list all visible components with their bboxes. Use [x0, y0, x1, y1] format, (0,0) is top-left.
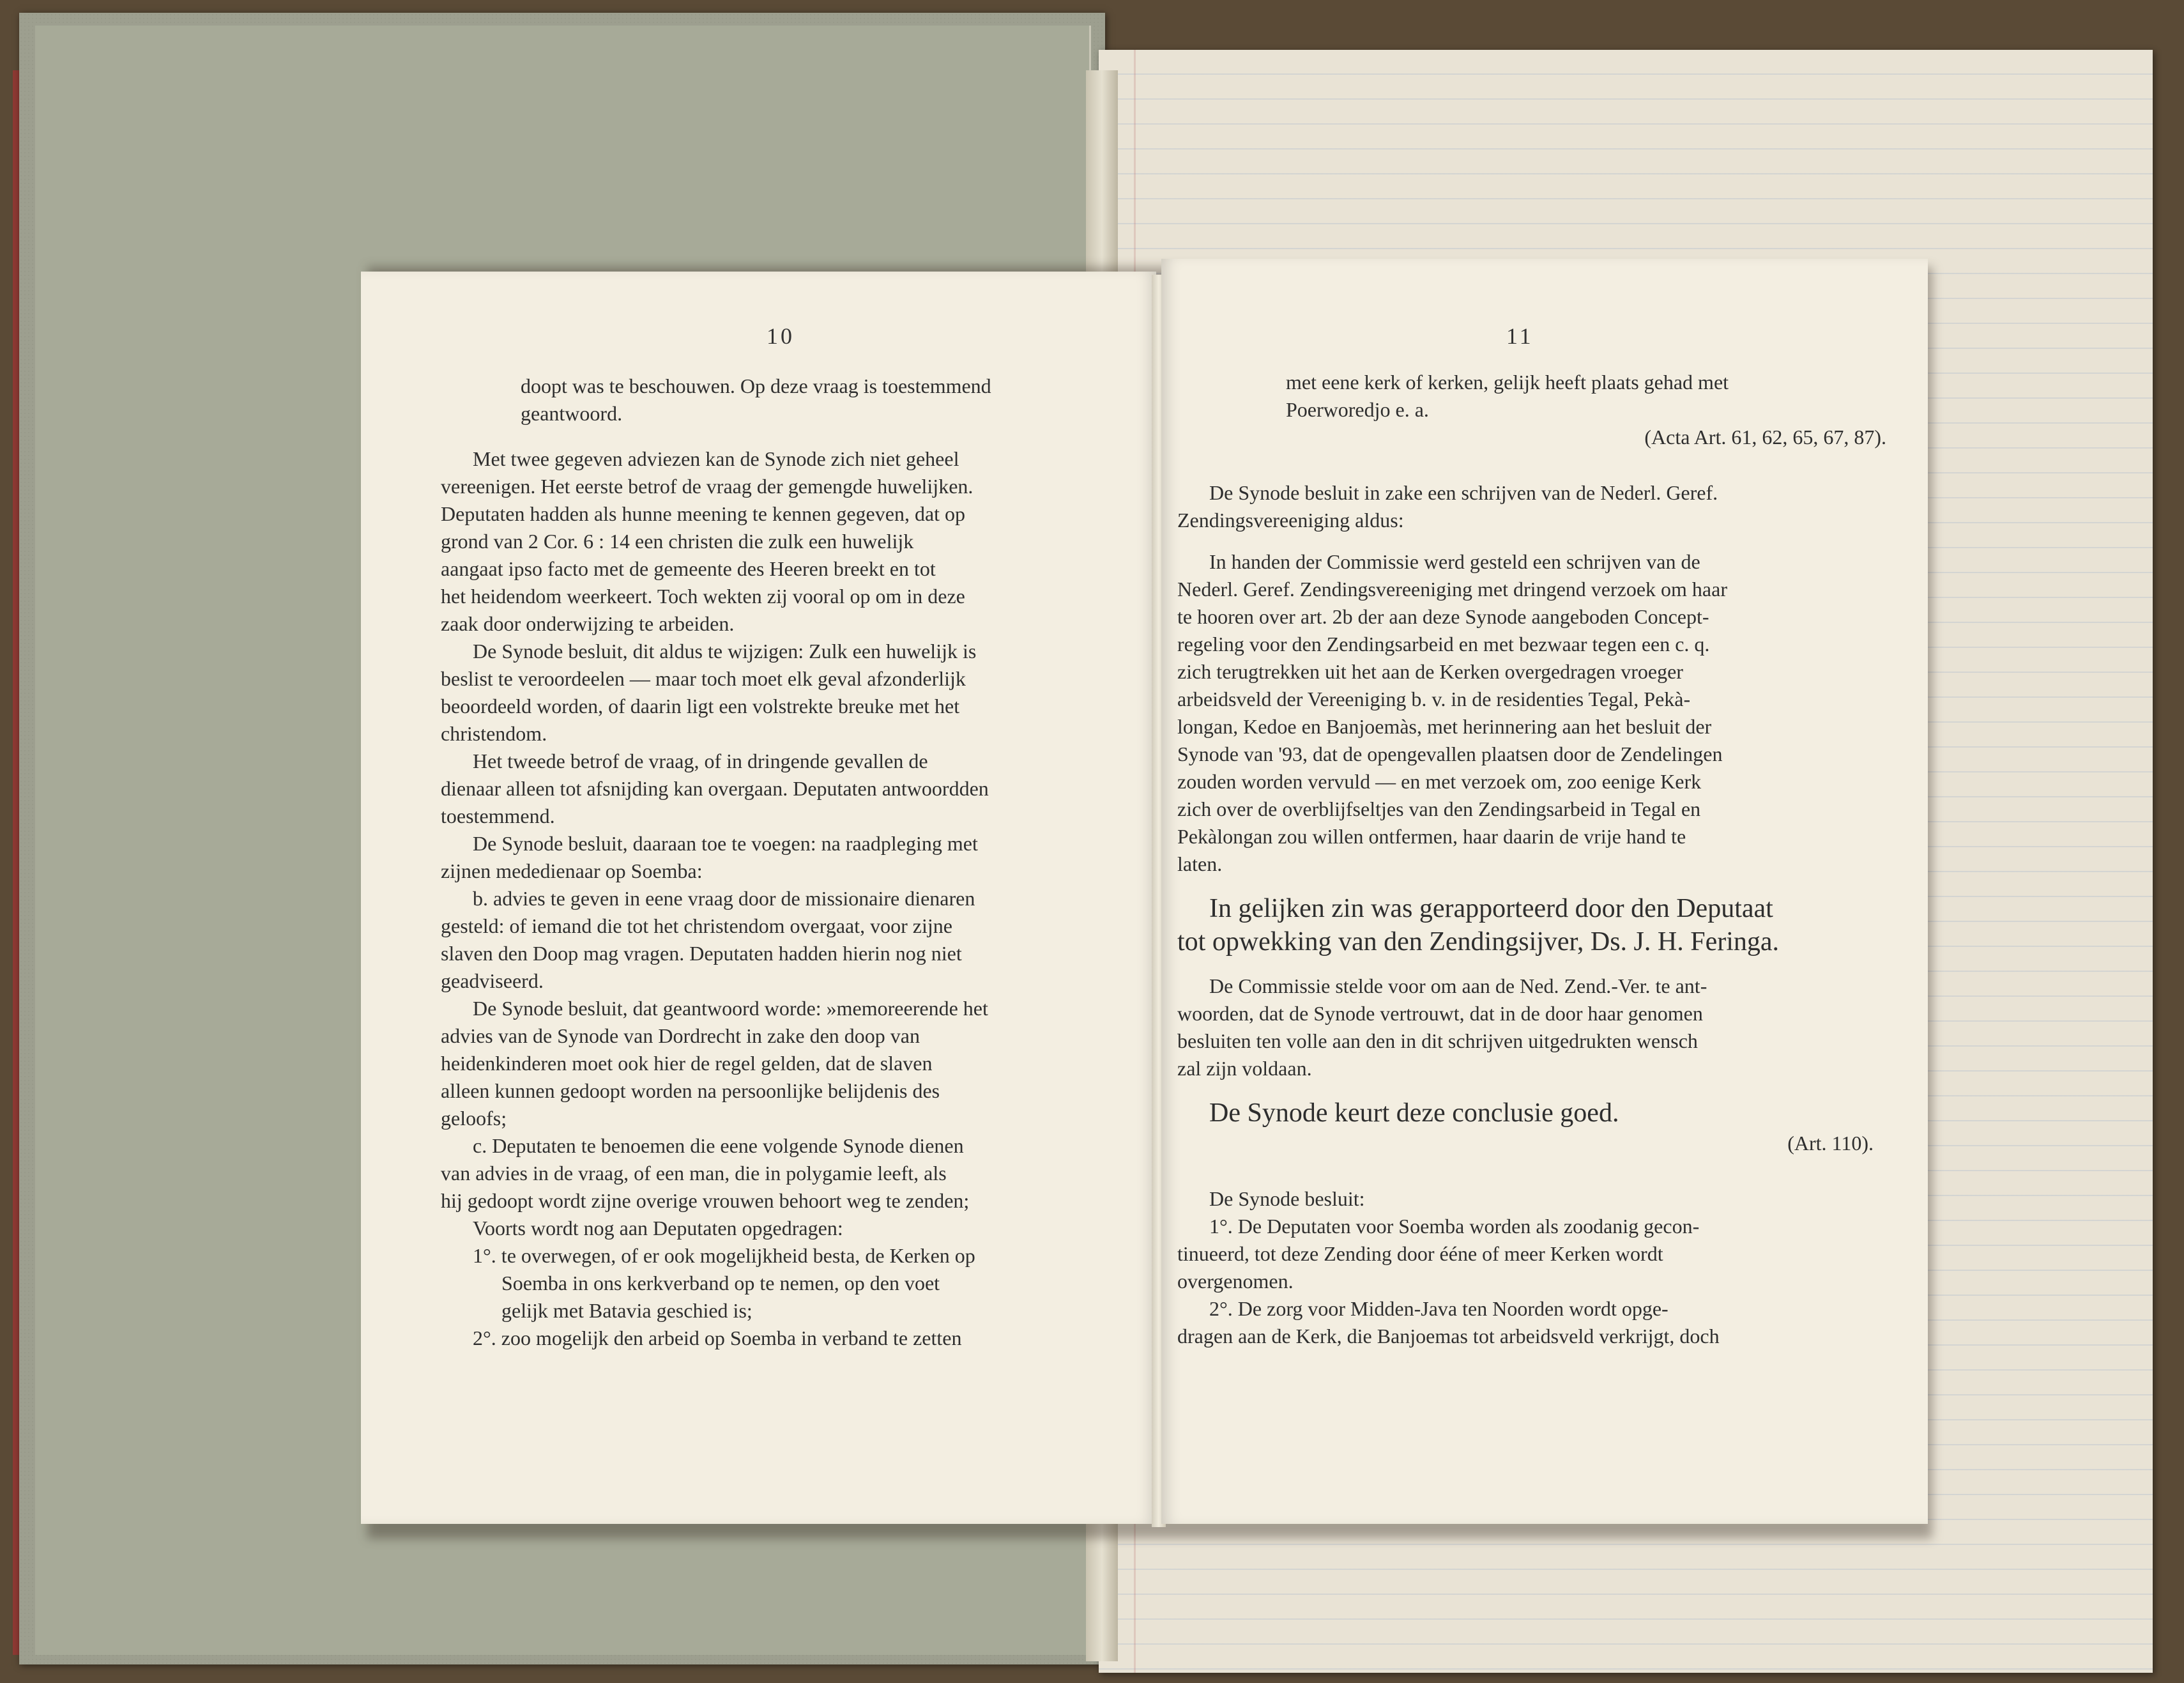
text-line: Zendingsvereeniging aldus:: [1177, 509, 1404, 532]
text-line: longan, Kedoe en Banjoemàs, met herinnering aan het besluit der: [1177, 715, 1712, 738]
text-line: Poerworedjo e. a.: [1286, 398, 1429, 421]
text-line: In handen der Commissie werd gesteld een schrijven van de: [1209, 550, 1700, 573]
text-line: b. advies te geven in eene vraag door de missionaire dienaren: [473, 887, 975, 910]
text-line: Met twee gegeven adviezen kan de Synode zich niet geheel: [473, 447, 959, 470]
text-line: De Synode besluit, daaraan toe te voegen: na raadpleging met: [473, 832, 978, 855]
text-line: Voorts wordt nog aan Deputaten opgedragen:: [473, 1217, 843, 1240]
text-line: besluiten ten volle aan den in dit schrijven uitgedrukten wensch: [1177, 1029, 1698, 1052]
text-line: (Acta Art. 61, 62, 65, 67, 87).: [1644, 426, 1886, 449]
text-line-large: De Synode keurt deze conclusie goed.: [1209, 1098, 1619, 1128]
text-line: Deputaten hadden als hunne meening te kennen gegeven, dat op: [441, 502, 966, 525]
text-line: gelijk met Batavia geschied is;: [501, 1299, 752, 1322]
text-line: dragen aan de Kerk, die Banjoemas tot arbeidsveld verkrijgt, doch: [1177, 1325, 1720, 1348]
text-line: toestemmend.: [441, 804, 555, 827]
text-line: Synode van '93, dat de opengevallen plaatsen door de Zendelingen: [1177, 742, 1723, 765]
text-line: zal zijn voldaan.: [1177, 1057, 1312, 1080]
text-line: Soemba in ons kerkverband op te nemen, op den voet: [501, 1272, 940, 1295]
text-line: Nederl. Geref. Zendingsvereeniging met dringend verzoek om haar: [1177, 578, 1727, 601]
text-line: het heidendom weerkeert. Toch wekten zij vooral op om in deze: [441, 585, 965, 608]
text-line: Pekàlongan zou willen ontfermen, haar daarin de vrije hand te: [1177, 825, 1686, 848]
text-line: De Synode besluit:: [1209, 1187, 1365, 1210]
text-line: beslist te veroordeelen — maar toch moet elk geval afzonderlijk: [441, 667, 966, 690]
left-continuation: [521, 373, 1096, 427]
text-line: 2°. zoo mogelijk den arbeid op Soemba in verband te zetten: [473, 1326, 962, 1349]
text-line: laten.: [1177, 852, 1223, 875]
text-line: zich terugtrekken uit het aan de Kerken overgedragen vroeger: [1177, 660, 1683, 683]
text-line: hij gedoopt wordt zijne overige vrouwen behoort weg te zenden;: [441, 1189, 970, 1212]
text-line: woorden, dat de Synode vertrouwt, dat in de door haar genomen: [1177, 1002, 1703, 1025]
text-line: 1°. te overwegen, of er ook mogelijkheid besta, de Kerken op: [473, 1244, 975, 1267]
text-line: c. Deputaten te benoemen die eene volgende Synode dienen: [473, 1134, 964, 1157]
page-number-left: 10: [767, 323, 795, 349]
text-line: Het tweede betrof de vraag, of in dringende gevallen de: [473, 749, 928, 772]
text-line: vereenigen. Het eerste betrof de vraag der gemengde huwelijken.: [441, 475, 974, 498]
page-number-right: 11: [1506, 323, 1534, 349]
text-line: De Commissie stelde voor om aan de Ned. Zend.-Ver. te ant-: [1209, 974, 1707, 997]
text-line: zijnen mededienaar op Soemba:: [441, 859, 703, 882]
text-line: zaak door onderwijzing te arbeiden.: [441, 612, 735, 635]
text-line: beoordeeld worden, of daarin ligt een volstrekte breuke met het: [441, 695, 960, 718]
booklet-page-right: [1161, 259, 1928, 1524]
left-body: [441, 445, 1108, 1352]
text-line: slaven den Doop mag vragen. Deputaten hadden hierin nog niet: [441, 942, 962, 965]
text-line: grond van 2 Cor. 6 : 14 een christen die zulk een huwelijk: [441, 530, 914, 553]
text-line: met eene kerk of kerken, gelijk heeft plaats gehad met: [1286, 371, 1729, 394]
text-line-large: In gelijken zin was gerapporteerd door den Deputaat: [1209, 894, 1773, 923]
text-line: heidenkinderen moet ook hier de regel gelden, dat de slaven: [441, 1052, 933, 1075]
text-line: advies van de Synode van Dordrecht in zake den doop van: [441, 1024, 920, 1047]
text-line: van advies in de vraag, of een man, die in polygamie leeft, als: [441, 1162, 947, 1185]
text-line: tinueerd, tot deze Zending door ééne of meer Kerken wordt: [1177, 1242, 1663, 1265]
text-line: te hooren over art. 2b der aan deze Synode aangeboden Concept-: [1177, 605, 1709, 628]
text-line: geantwoord.: [521, 402, 623, 425]
text-line: zich over de overblijfseltjes van den Zendingsarbeid in Tegal en: [1177, 797, 1701, 820]
text-line: 2°. De zorg voor Midden-Java ten Noorden wordt opge-: [1209, 1297, 1669, 1320]
text-line: geloofs;: [441, 1107, 507, 1130]
text-line: geadviseerd.: [441, 969, 544, 992]
text-line: De Synode besluit in zake een schrijven van de Nederl. Geref.: [1209, 481, 1718, 504]
text-line: gesteld: of iemand die tot het christendom overgaat, voor zijne: [441, 914, 952, 937]
text-line: zouden worden vervuld — en met verzoek om, zoo eenige Kerk: [1177, 770, 1702, 793]
text-line: christendom.: [441, 722, 547, 745]
text-line: regeling voor den Zendingsarbeid en met bezwaar tegen een c. q.: [1177, 633, 1710, 656]
text-line: (Art. 110).: [1787, 1132, 1874, 1155]
text-line: overgenomen.: [1177, 1270, 1294, 1293]
text-line: arbeidsveld der Vereeniging b. v. in de residenties Tegal, Pekà-: [1177, 688, 1691, 711]
text-line: 1°. De Deputaten voor Soemba worden als zoodanig gecon-: [1209, 1215, 1700, 1238]
text-line: alleen kunnen gedoopt worden na persoonlijke belijdenis des: [441, 1079, 940, 1102]
text-line-large: tot opwekking van den Zendingsijver, Ds. J. H. Feringa.: [1177, 927, 1780, 957]
text-line: De Synode besluit, dat geantwoord worde: »memoreerende het: [473, 997, 988, 1020]
right-body: [1177, 479, 1893, 1350]
right-continuation: [1254, 369, 1899, 451]
text-line: De Synode besluit, dit aldus te wijzigen: Zulk een huwelijk is: [473, 640, 977, 663]
text-line: dienaar alleen tot afsnijding kan overgaan. Deputaten antwoordden: [441, 777, 989, 800]
booklet-page-left: [361, 272, 1156, 1524]
text-line: aangaat ipso facto met de gemeente des Heeren breekt en tot: [441, 557, 936, 580]
text-line: doopt was te beschouwen. Op deze vraag is toestemmend: [521, 374, 991, 397]
